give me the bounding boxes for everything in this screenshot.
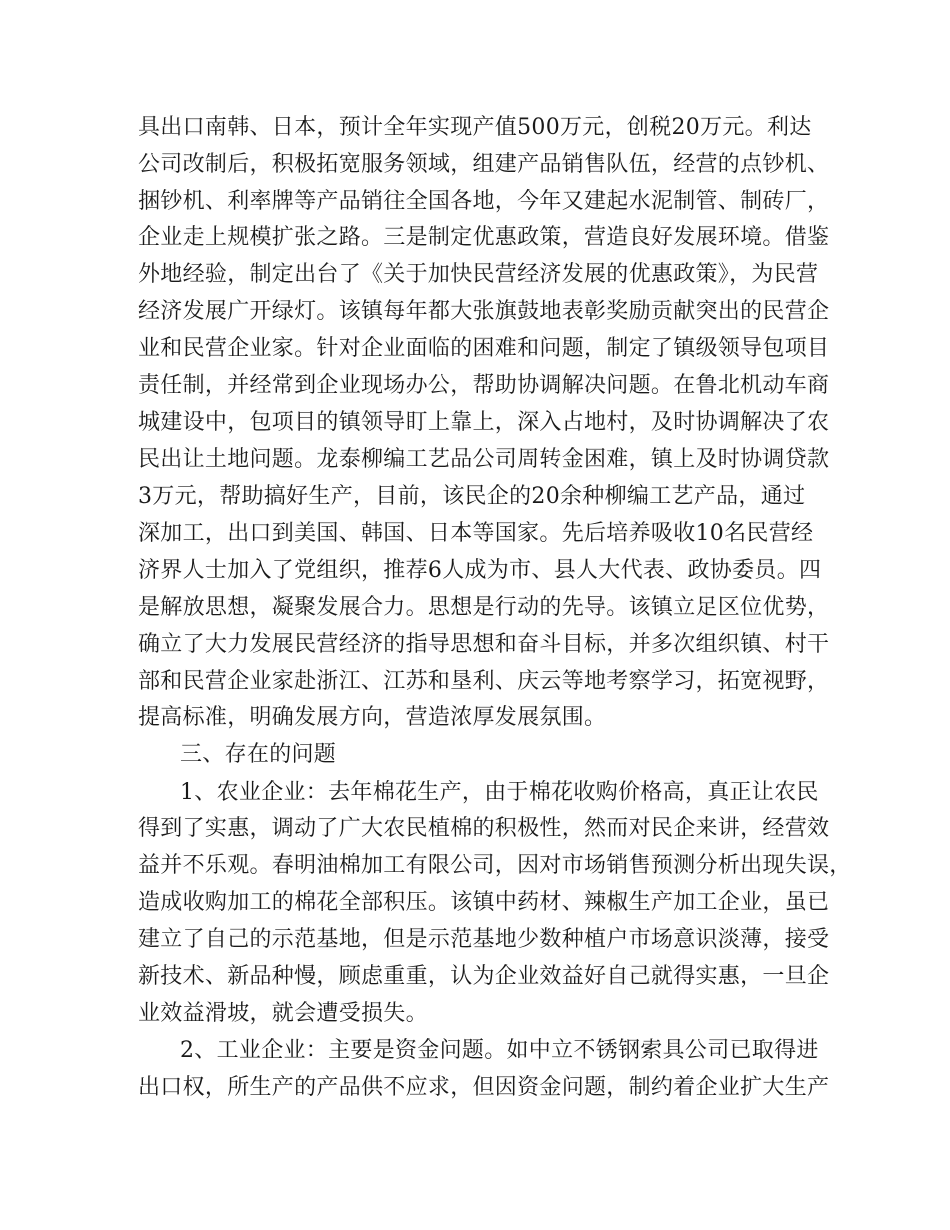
text-line: 是解放思想，凝聚发展合力。思想是行动的先导。该镇立足区位优势， [138,595,830,620]
text-line: 部和民营企业家赴浙江、江苏和垦利、庆云等地考察学习，拓宽视野， [138,669,830,694]
text-line: 公司改制后，积极拓宽服务领域，组建产品销售队伍，经营的点钞机、 [138,152,830,177]
text-line: 责任制，并经常到企业现场办公，帮助协调解决问题。在鲁北机动车商 [138,373,830,398]
text-line: 得到了实惠，调动了广大农民植棉的积极性，然而对民企来讲，经营效 [138,816,830,841]
text-line: 造成收购加工的棉花全部积压。该镇中药材、辣椒生产加工企业，虽已 [138,890,830,915]
text-line: 3万元，帮助搞好生产，目前，该民企的20余种柳编工艺产品，通过 [138,484,806,509]
text-line: 确立了大力发展民营经济的指导思想和奋斗目标，并多次组织镇、村干 [138,632,830,657]
text-line: 2、工业企业：主要是资金问题。如中立不锈钢索具公司已取得进 [180,1038,819,1063]
text-line: 捆钞机、利率牌等产品销往全国各地，今年又建起水泥制管、制砖厂， [138,189,830,214]
text-line: 企业走上规模扩张之路。三是制定优惠政策，营造良好发展环境。借鉴 [138,225,830,250]
text-line: 建立了自己的示范基地，但是示范基地少数种植户市场意识淡薄，接受 [138,927,830,952]
text-line: 新技术、新品种慢，顾虑重重，认为企业效益好自己就得实惠，一旦企 [138,964,830,989]
text-line: 经济发展广开绿灯。该镇每年都大张旗鼓地表彰奖励贡献突出的民营企 [138,299,830,324]
text-line: 提高标准，明确发展方向，营造浓厚发展氛围。 [138,705,607,730]
text-line: 业效益滑坡，就会遭受损失。 [138,1001,428,1026]
text-line: 城建设中，包项目的镇领导盯上靠上，深入占地村，及时协调解决了农 [138,410,830,435]
text-line: 出口权，所生产的产品供不应求，但因资金问题，制约着企业扩大生产 [138,1075,830,1100]
text-line: 业和民营企业家。针对企业面临的困难和问题，制定了镇级领导包项目 [138,336,830,361]
text-line: 济界人士加入了党组织，推荐6人成为市、县人大代表、政协委员。四 [138,558,822,583]
text-line: 深加工，出口到美国、韩国、日本等国家。先后培养吸收10名民营经 [138,521,814,546]
text-line: 益并不乐观。春明油棉加工有限公司，因对市场销售预测分析出现失误， [138,853,852,878]
text-line: 具出口南韩、日本，预计全年实现产值500万元，创税20万元。利达 [138,115,812,140]
text-line: 1、农业企业：去年棉花生产，由于棉花收购价格高，真正让农民 [180,780,819,805]
text-line: 外地经验，制定出台了《关于加快民营经济发展的优惠政策》，为民营 [138,262,819,287]
section-heading: 三、存在的问题 [180,742,337,767]
text-line: 民出让土地问题。龙泰柳编工艺品公司周转金困难，镇上及时协调贷款 [138,447,830,472]
